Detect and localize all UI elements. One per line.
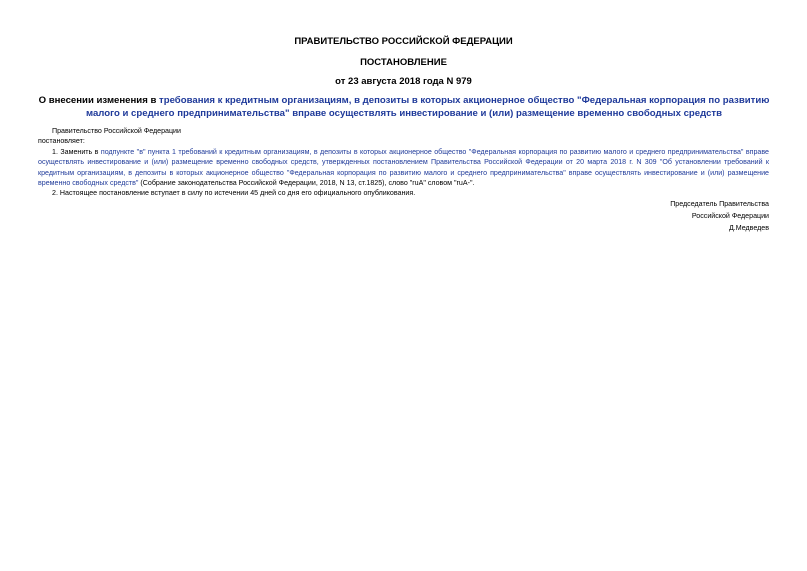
intro-text: Правительство Российской Федерации	[52, 127, 181, 135]
document-body	[38, 126, 769, 199]
signature-position-2: Российской Федерации	[691, 212, 769, 220]
item-1-start: 1. Заменить в	[52, 147, 101, 156]
signature-name: Д.Медведев	[728, 224, 769, 232]
item-1-link[interactable]: подпункте "в" пункта 1 требований к кредитным организациям, в депозиты в которых акционерное общество "Федеральная корпорация по развитию малого и среднего предпринимательства" вправе осуществлять инвестирование и (или) размещение временно свободных средств, утвержденных постановлением Правительства Российской Федерации от 20 марта 2018 г. N 309 "Об установлении требований к кредитным организациям, в депозиты в которых акционерное общество "Федеральная корпорация по развитию малого и среднего предпринимательства" вправе осуществлять инвестирование и (или) размещение временно свободных средств"	[38, 147, 769, 188]
org-heading: ПРАВИТЕЛЬСТВО РОССИЙСКОЙ ФЕДЕРАЦИИ	[294, 36, 513, 47]
document-title	[36, 95, 772, 120]
signature-position: Председатель Правительства	[670, 200, 769, 208]
decides-text: постановляет:	[38, 137, 85, 146]
date-heading: от 23 августа 2018 года N 979	[335, 76, 472, 87]
item-1-end: (Собрание законодательства Российской Федерации, 2018, N 13, ст.1825), слово "ruA" словом "ruA-".	[138, 179, 475, 188]
item-1	[38, 147, 769, 189]
item-2: 2. Настоящее постановление вступает в силу по истечении 45 дней со дня его официального опубликования.	[52, 189, 416, 198]
doc-type-heading: ПОСТАНОВЛЕНИЕ	[360, 57, 447, 68]
title-link[interactable]: требования к кредитным организациям, в депозиты в которых акционерное общество "Федеральная корпорация по развитию малого и среднего предпринимательства" вправе осуществлять инвестирование и (или) размещение временно свободных средств	[85, 95, 770, 119]
title-prefix: О внесении изменения в	[38, 95, 160, 106]
signature-block	[670, 198, 769, 234]
